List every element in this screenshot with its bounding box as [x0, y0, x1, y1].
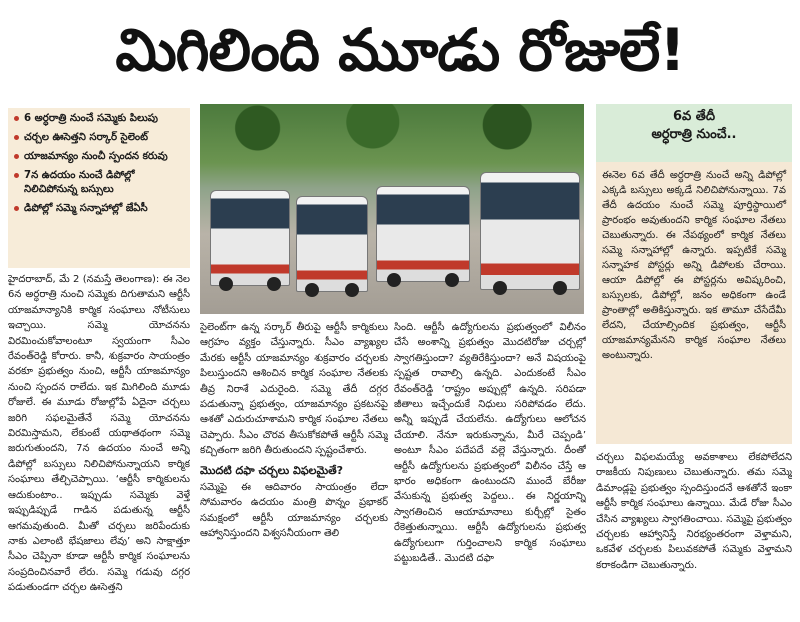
highlight-item: చర్చల ఊసెత్తని సర్కార్ సైలెంట్	[14, 131, 186, 145]
photo-trees	[200, 104, 584, 164]
sidebar-title-line2: అర్ధరాత్రి నుంచే..	[651, 127, 737, 142]
sidebar-body: ఈనెల 6వ తేదీ అర్ధరాత్రి నుంచే అన్ని డిపోల్లో ఎక్కడి బస్సులు అక్కడే నిలిచిపోనున్నాయి. 7వ తేదీ ఉదయం నుంచే సమ్మె పూర్తిస్థాయిలో ప్రారంభం అవుతుందని కార్మిక సంఘాల నేతలు చెబుతున్నారు. ఈ నేపథ్యంలో కార్మిక నేతలు సమ్మె సన్నాహాల్లో ఉన్నారు. ఇప్పటికే సమ్మె సన్నాహక పోస్టర్లు అన్ని డిపోలకు చేరాయి. ఆయా డిపోల్లో ఈ పోస్టర్లను అవిష్కరించి, బస్సులకు, డిపోల్లో, జనం అధికంగా ఉండే ప్రాంతాల్లో అతికిస్తున్నారు. ఇక తామూ చేసేదేమీ లేదని, చేయాల్సిందిక ప్రభుత్వం, ఆర్టీసీ యాజమాన్యమేనని కార్మిక సంఘాల నేతలు అంటున్నారు.	[602, 170, 786, 361]
sidebar-title-line1: 6వ తేదీ	[672, 109, 716, 124]
sidebar-title	[596, 104, 792, 162]
bus-image	[210, 190, 290, 286]
bus-image	[376, 186, 470, 282]
article-column-1: హైదరాబాద్, మే 2 (నమస్తే తెలంగాణ): ఈ నెల 6న అర్ధరాత్రి నుంచి సమ్మెకు దిగుతామని ఆర్టీసీ యాజమాన్యానికి కార్మిక సంఘాలు నోటీసులు ఇచ్చాయి. సమ్మె యోచనను విరమించుకోవాలంటూ స్వయంగా సీఎం రేవంత్‌రెడ్డి కోరారు. కానీ, శుక్రవారం సాయంత్రం వరకూ ప్రభుత్వం నుంచి, ఆర్టీసీ యాజమాన్యం నుంచి స్పందన రాలేదు. ఇక మిగిలింది మూడు రోజులే. ఈ మూడు రోజుల్లోపే ఏదైనా చర్చలు జరిగి సఫలమైతేనే సమ్మె యోచనను విరమిస్తామని, లేకుంటే యథాతథంగా సమ్మె జరుగుతుందని, 7న ఉదయం నుంచే అన్ని డిపోల్లో బస్సులు నిలిచిపోనున్నాయని కార్మిక సంఘాలు తేల్చిచెప్పాయి. ‘ఆర్టీసీ కార్మికులను ఆదుకుంటాం.. ఇప్పుడు సమ్మెకు వెళ్తే ఇప్పుడిప్పుడే గాడిన పడుతున్న ఆర్టీసీ ఆగమవుతుంది. మీతో చర్చలు జరిపేందుకు నాకు ఎలాంటి భేషజాలు లేవు’ అని సాక్షాత్తూ సీఎం చెప్పినా కూడా ఆర్టీసీ కార్మిక సంఘాలను సంప్రదించినవారే లేరు. సమ్మె గడువు దగ్గర పడుతుండగా చర్చల ఊసెత్తని	[8, 274, 190, 594]
bus-image	[296, 196, 368, 292]
highlight-item: డిపోల్లో సమ్మె సన్నాహాల్లో జేఏసీ	[14, 202, 186, 216]
bus-depot-photo	[200, 104, 584, 314]
article-paragraph: సైలెంట్‌గా ఉన్న సర్కార్ తీరుపై ఆర్టీసీ కార్మికులు ఆగ్రహం వ్యక్తం చేస్తున్నారు. సీఎం వ్యాఖ్యల మేరకు ఆర్టీసీ యాజమాన్యం శుక్రవారం చర్చలకు పిలుస్తుందని ఆశించిన కార్మిక సంఘాల నేతలకు తీవ్ర నిరాశే ఎదురైంది. సమ్మె తేదీ దగ్గర పడుతున్నా ప్రభుత్వం, యాజమాన్యం ప్రకటనపై ఆశతో ఎదురుచూశామని కార్మిక సంఘాల నేతలు చెప్పారు. సీఎం చొరవ తీసుకోకపోతే ఆర్టీసీ సమ్మె కచ్చితంగా జరిగి తీరుతుందని స్పష్టంచేశారు.	[200, 322, 388, 457]
headline: మిగిలింది మూడు రోజులే!	[115, 16, 685, 84]
bus-image	[480, 172, 580, 290]
highlight-item: 6 అర్ధరాత్రి నుంచే సమ్మెకు పిలుపు	[14, 112, 186, 126]
article-subheading: మొదటి దఫా చర్చలు విఫలమైతే?	[200, 463, 344, 477]
article-column-4: చర్చలు విఫలమయ్యే అవకాశాలు లేకపోలేదని రాజకీయ నిపుణులు చెబుతున్నారు. తమ సమ్మె డిమాండ్లపై ప్రభుత్వం స్పందిస్తుందనే ఆశతోనే ఇంకా ఆర్టీసీ కార్మిక సంఘాలు ఉన్నాయి. మేడే రోజు సీఎం చేసిన వ్యాఖ్యలు స్వాగతించాయి. సమ్మెపై ప్రభుత్వం చర్చలకు ఆహ్వానిస్తే నిరభ్యంతరంగా వెళ్తామని, ఒకవేళ చర్చలకు పిలువకపోతే సమ్మెకు వెళ్తామని కరాకండిగా చెబుతున్నారు.	[596, 452, 792, 571]
highlight-item: యాజమాన్యం నుంచీ స్పందన కరువు	[14, 150, 186, 164]
article-paragraph: సమ్మెపై ఈ ఆదివారం సాయంత్రం లేదా సోమవారం ఉదయం మంత్రి పొన్నం ప్రభాకర్ సమక్షంలో ఆర్టీసీ యాజమాన్యం చర్చలకు ఆహ్వానిస్తుందని విశ్వసనీయంగా తెలి	[200, 482, 388, 540]
article-column-2	[200, 320, 388, 612]
article-column-3: సింది. ఆర్టీసీ ఉద్యోగులను ప్రభుత్వంలో విలీనం చేసే అంశాన్ని ప్రభుత్వం మొదటిరోజు చర్చల్లో స్వాగతిస్తుందా? వ్యతిరేకిస్తుందా? అనే విషయంపై స్పష్టత రావాల్సి ఉన్నది. ఎందుకంటే సీఎం రేవంత్‌రెడ్డి ‘రాష్ట్రం అప్పుల్లో ఉన్నది. సరిపడా జీతాలు ఇచ్చేందుకే నిధులు సరిపోవడం లేదు. అన్నీ ఇప్పుడే చేయలేను. ఉద్యోగులు ఆలోచన చేయాలి. నేనూ ఇరుకున్నాను, మీరే చెప్పండి’ అంటూ సీఎం పదేపదే వల్లె వేస్తున్నారు. దీంతో ఆర్టీసీ ఉద్యోగులను ప్రభుత్వంలో విలీనం చేస్తే ఆ భారం అధికంగా ఉంటుందని ముందే బేరీజు వేసుకున్న ప్రభుత్వ పెద్దలు.. ఈ నిర్ణయాన్ని స్వాగతించిన ఆయామానాలు కుర్చీల్లో సైతం రేకెత్తుతున్నాయి. ఆర్టీసీ ఉద్యోగులను ప్రభుత్వ ఉద్యోగులుగా గుర్తించాలని కార్మిక సంఘాలు పట్టుబడితే.. మొదటి దఫా	[394, 322, 586, 565]
highlight-item: 7న ఉదయం నుంచే డిపోల్లో నిలిచిపోనున్న బస్సులు	[14, 169, 186, 197]
highlights-box	[8, 108, 190, 268]
sidebar-box	[596, 104, 792, 444]
